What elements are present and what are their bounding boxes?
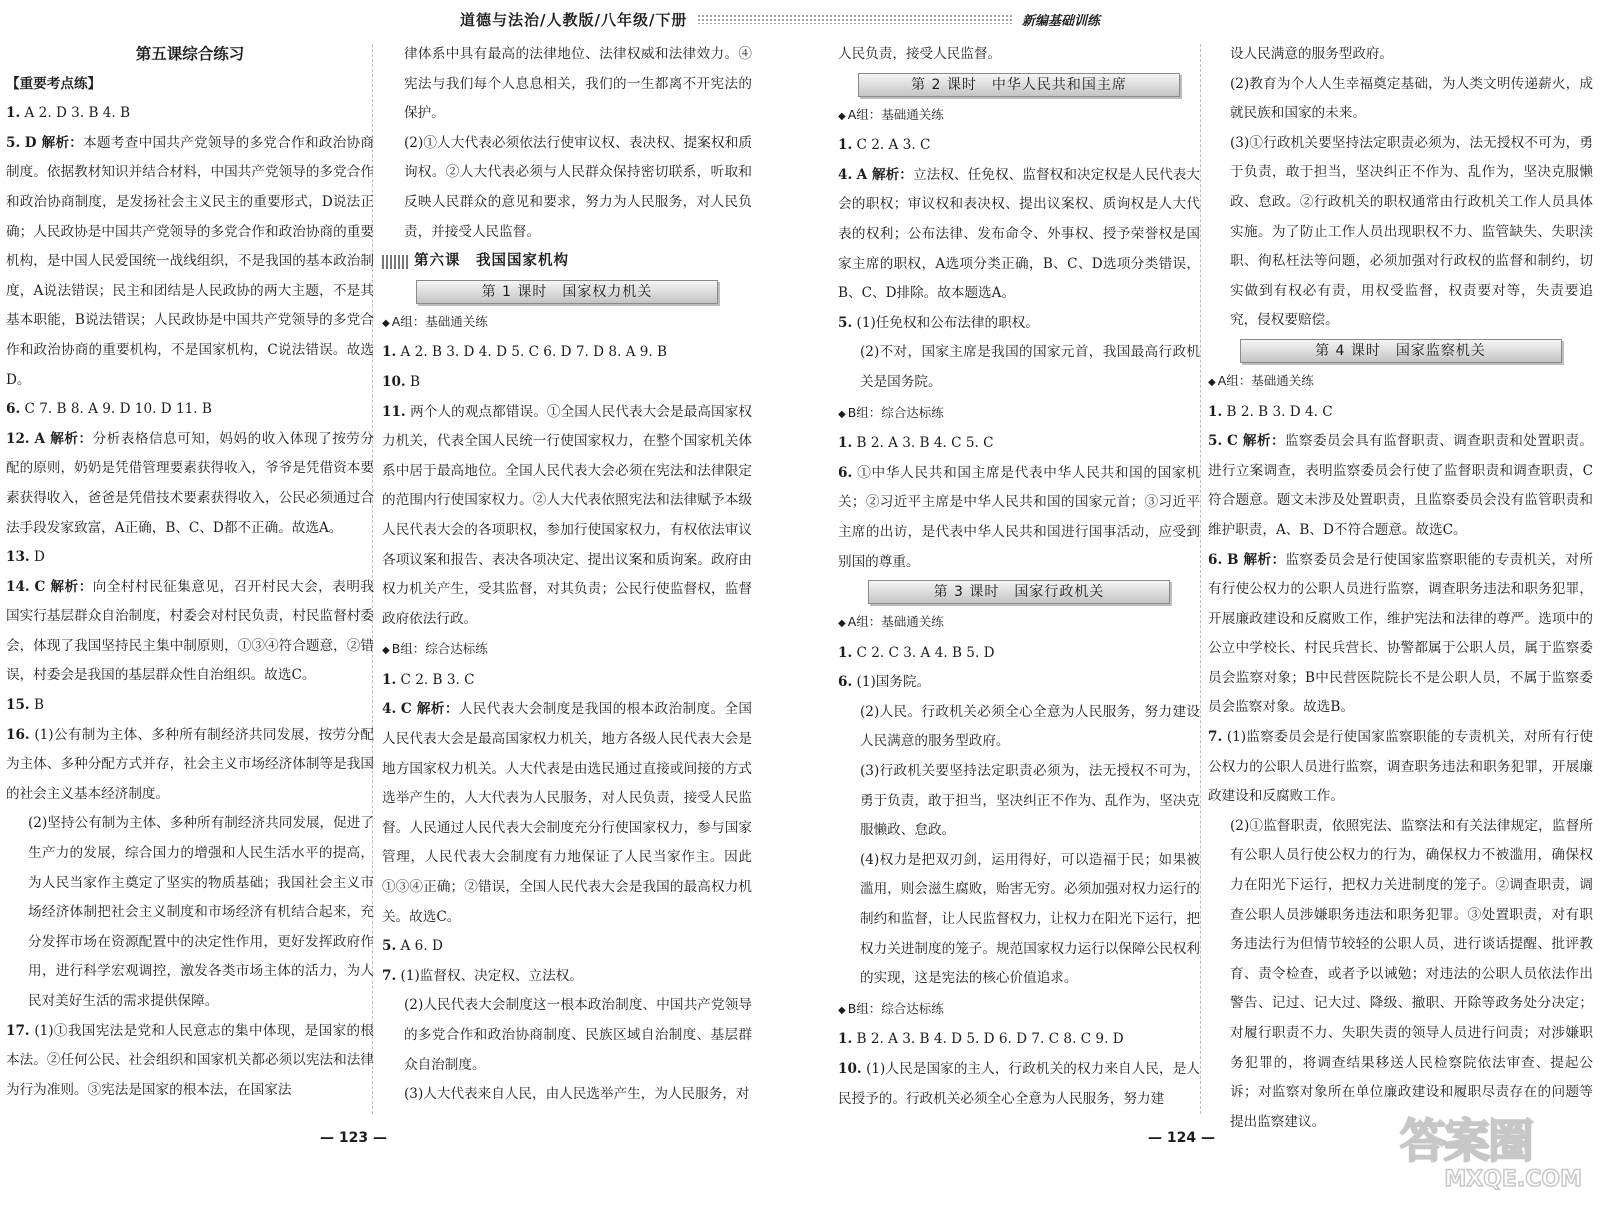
- answer-text: 分析表格信息可知，妈妈的收入体现了按劳分配的原则，奶奶是凭借管理要素获得收入，爷爷是凭借资本要素获得收入，爸爸是凭借技术要素获得收入，公民必须通过合法手段发家致富，A正确，B、C、D都不正确。故选A。: [6, 430, 374, 536]
- lesson-banner: 第 1 课时 国家权力机关: [382, 280, 752, 304]
- answer-text: (2)人民。行政机关必须全心全意为人民服务，努力建设人民满意的服务型政府。: [860, 703, 1200, 750]
- answer-text: B 2. B 3. D 4. C: [1226, 403, 1333, 420]
- group-label: ◆ A组：基础通关练: [838, 614, 944, 630]
- answer-line: [838, 757, 1200, 846]
- answer-line: [6, 395, 374, 425]
- answer-line: [838, 161, 1200, 309]
- chapter-heading: 第六课 我国国家机构: [382, 247, 752, 277]
- diamond-icon: ◆: [838, 408, 846, 420]
- book-brand: 新编基础训练: [1021, 13, 1100, 29]
- answer-line: [6, 573, 374, 691]
- answer-line: [1208, 546, 1593, 724]
- column-2: [382, 40, 752, 1110]
- question-number: 7.: [382, 967, 397, 984]
- question-number: 5.: [1208, 433, 1223, 450]
- question-number: 4.: [838, 166, 853, 183]
- answer-text: 律体系中具有最高的法律地位、法律权威和法律效力。④宪法与我们每个人息息相关，我们的一生都离不开宪法的保护。: [404, 46, 752, 122]
- lesson-banner: 第 2 课时 中华人民共和国主席: [838, 73, 1200, 97]
- question-number: 5.: [382, 938, 397, 955]
- answer-text: 向全村村民征集意见，召开村民大会，表明我国实行基层群众自治制度，村委会对村民负责，村民监督村委会，体现了我国坚持民主集中制原则，①③④符合题意，②错误，村委会是我国的基层群众性自治组织。故选C。: [6, 578, 375, 684]
- group-label: ◆ B组：综合达标练: [382, 641, 488, 657]
- question-number: 1.: [382, 671, 397, 688]
- answer-text: D: [33, 549, 45, 566]
- answer-line: [838, 429, 1200, 459]
- answer-line: [838, 338, 1200, 397]
- answer-text: B: [33, 697, 44, 714]
- lesson-banner: 第 3 课时 国家行政机关: [838, 580, 1200, 604]
- answer-text: A 2. D 3. B 4. B: [24, 105, 131, 122]
- answer-text: (2)①监督职责，依照宪法、监察法和有关法律规定，监督所有公职人员行使公权力的行为，确保权力不被滥用，确保权力在阳光下运行，把权力关进制度的笼子。②调查职责，调查公职人员涉嫌职务违法和职务犯罪。③处置职责，对有职务违法行为但情节较轻的公职人员，进行谈话提醒、批评教育、责令检查，或者予以诫勉；对违法的公职人员依法作出警告、记过、记大过、降级、撤职、开除等政务处分决定；对履行职责不力、失职失责的领导人员进行问责；对涉嫌职务犯罪的，将调查结果移送人民检察院依法审查、提起公诉；对监察对象所在单位廉政建设和履职尽责存在的问题等提出监察建议。: [1230, 817, 1593, 1130]
- question-number: 1.: [838, 1031, 853, 1048]
- answer-label: C 解析：: [1226, 433, 1285, 450]
- diamond-icon: ◆: [382, 645, 390, 657]
- group-label: ◆ A组：基础通关练: [838, 106, 944, 122]
- answer-label: C 解析：: [34, 578, 93, 595]
- answer-text: (2)①人大代表必须依法行使审议权、表决权、提案权和质询权。②人大代表必须与人民群众保持密切联系，听取和反映人民群众的意见和要求，努力为人民服务，对人民负责，并接受人民监督。: [404, 134, 752, 240]
- answer-text: (2)教育为个人人生幸福奠定基础，为人类文明传递薪火，成就民族和国家的未来。: [1230, 75, 1593, 122]
- page-number-left: — 123 —: [320, 1130, 387, 1146]
- answer-label: C 解析：: [400, 701, 459, 718]
- question-number: 15.: [6, 697, 30, 714]
- answer-list: [838, 131, 1200, 397]
- answer-text: (3)行政机关要坚持法定职责必须为，法无授权不可为，勇于负责，敢于担当，坚决纠正不作为、乱作为，坚决克服懒政、怠政。: [860, 763, 1200, 839]
- answer-label: D 解析：: [24, 134, 84, 151]
- answer-line: [1208, 723, 1593, 812]
- answer-label: A 解析：: [34, 430, 93, 447]
- answer-text: C 2. C 3. A 4. B 5. D: [856, 644, 995, 661]
- answer-line: [382, 991, 752, 1080]
- watermark-text: 答案圈: [1400, 1114, 1532, 1168]
- answer-text: A 2. B 3. D 4. D 5. C 6. D 7. D 8. A 9. B: [400, 344, 668, 361]
- answer-text: B 2. A 3. B 4. D 5. D 6. D 7. C 8. C 9. D: [856, 1031, 1124, 1048]
- answer-line: [1208, 812, 1593, 1138]
- page-header: [460, 6, 1100, 32]
- answer-text: (2)坚持公有制为主体、多种所有制经济共同发展，促进了生产力的发展，综合国力的增强和人民生活水平的提高，为人民当家作主奠定了坚实的物质基础；我国社会主义市场经济体制把社会主义制度和市场经济有机结合起来，充分发挥市场在资源配置中的决定性作用，更好发挥政府作用，进行科学宏观调控，激发各类市场主体的活力，为人民对美好生活的需求提供保障。: [28, 815, 374, 1009]
- header-dot-band: [697, 14, 1012, 24]
- question-number: 1.: [838, 644, 853, 661]
- question-number: 11.: [382, 403, 406, 420]
- answer-text: 两个人的观点都错误。①全国人民代表大会是最高国家权力机关，代表全国人民统一行使国家权力，在整个国家机关体系中居于最高地位。全国人民代表大会必须在宪法和法律限定的范围内行使国家权力。②人大代表依照宪法和法律赋予本级人民代表大会的各项职权，参加行使国家权力，有权依法审议各项议案和报告、表决各项决定、提出议案和质询案。政府由权力机关产生，受其监督，对其负责；公民行使监督权，监督政府依法行政。: [382, 403, 753, 627]
- question-number: 4.: [382, 701, 397, 718]
- question-number: 1.: [1208, 403, 1223, 420]
- question-number: 12.: [6, 430, 30, 447]
- answer-text: 设人民满意的服务型政府。: [1230, 46, 1394, 62]
- question-number: 17.: [6, 1022, 30, 1039]
- question-number: 1.: [6, 105, 21, 122]
- answer-line: [6, 543, 374, 573]
- answer-line: [838, 131, 1200, 161]
- diamond-icon: ◆: [382, 317, 390, 329]
- answer-line: [838, 846, 1200, 994]
- diamond-icon: ◆: [838, 110, 846, 122]
- question-number: 13.: [6, 549, 30, 566]
- answer-text: (1)任免权和公布法律的职权。: [856, 314, 1039, 331]
- answer-text: 人民代表大会制度是我国的根本政治制度。全国人民代表大会是最高国家权力机关，地方各级人民代表大会是地方国家权力机关。人大代表是由选民通过直接或间接的方式选举产生的，人大代表为人民服务，对人民负责，接受人民监督。人民通过人民代表大会制度充分行使国家权力，参与国家管理，人民代表大会制度有力地保证了人民当家作主。因此①③④正确；②错误，全国人民代表大会是我国的最高权力机关。故选C。: [382, 701, 753, 925]
- answer-line: [6, 1017, 374, 1106]
- question-number: 6.: [6, 401, 21, 418]
- answer-text: C 2. A 3. C: [856, 137, 931, 154]
- question-number: 1.: [838, 435, 853, 452]
- answer-list: [382, 338, 752, 634]
- question-number: 6.: [838, 674, 853, 691]
- answer-text: C 7. B 8. A 9. D 10. D 11. B: [24, 401, 212, 418]
- answer-text: ①中华人民共和国主席是代表中华人民共和国的国家机关；②习近平主席是中华人民共和国的国家元首；③习近平主席的出访，是代表中华人民共和国进行国事活动，应受到别国的尊重。: [838, 464, 1200, 570]
- answer-line: [838, 698, 1200, 757]
- question-number: 1.: [382, 344, 397, 361]
- answer-line: [6, 691, 374, 721]
- answer-label: A 解析：: [856, 166, 913, 183]
- group-label: ◆ A组：基础通关练: [382, 313, 488, 329]
- section-title: 第五课综合练习: [135, 45, 245, 63]
- answer-line: [838, 668, 1200, 698]
- answer-text: (1)监察委员会是行使国家监察职能的专责机关，对所有行使公权力的公职人员进行监察，调查职务违法和职务犯罪，开展廉政建设和反腐败工作。: [1208, 729, 1593, 805]
- answer-text: 监察委员会具有监督职责、调查职责和处置职责。进行立案调查，表明监察委员会行使了监督职责和调查职责，C符合题意。题文未涉及处置职责，且监察委员会没有监管职责和维护职责，A、B、D不符合题意。故选C。: [1208, 433, 1593, 538]
- answer-line: [838, 309, 1200, 339]
- answer-line: [6, 129, 374, 395]
- column-1: [6, 40, 374, 1105]
- group-label: ◆ B组：综合达标练: [838, 404, 944, 420]
- answer-text: (2)人民代表大会制度这一根本政治制度、中国共产党领导的多党合作和政治协商制度、民族区域自治制度、基层群众自治制度。: [404, 997, 752, 1073]
- answer-text: 立法权、任免权、监督权和决定权是人民代表大会的职权；审议权和表决权、提出议案权、质询权是人大代表的权利；公布法律、发布命令、外事权、授予荣誉权是国家主席的职权，A选项分类正确，B、C、D选项分类错误，B、C、D排除。故本题选A。: [838, 166, 1201, 302]
- answer-text: (1)①我国宪法是党和人民意志的集中体现，是国家的根本法。②任何公民、社会组织和国家机关都必须以宪法和法律为行为准则。③宪法是国家的根本法，在国家法: [6, 1022, 374, 1098]
- group-label: ◆ B组：综合达标练: [838, 1000, 944, 1016]
- diamond-icon: ◆: [838, 1004, 846, 1016]
- answer-line: [838, 1025, 1200, 1055]
- question-number: 14.: [6, 578, 30, 595]
- question-number: 5.: [838, 314, 853, 331]
- answer-text: 监察委员会是行使国家监察职能的专责机关，对所有行使公权力的公职人员进行监察，调查职务违法和职务犯罪，开展廉政建设和反腐败工作，维护宪法和法律的尊严。选项中的公立中学校长、村民兵营长、协警都属于公职人员，属于监察委员会监察对象；B中民营医院院长不是公职人员，不属于监察委员会监察对象。故选B。: [1208, 551, 1594, 716]
- section-heading: 【重要考点练】: [6, 75, 102, 92]
- answer-text: (1)国务院。: [856, 674, 931, 691]
- answer-text: (1)监督权、决定权、立法权。: [400, 967, 583, 984]
- lesson-banner: 第 4 课时 国家监察机关: [1208, 339, 1593, 363]
- answer-text: 本题考查中国共产党领导的多党合作和政治协商制度。依据教材知识并结合材料，中国共产党领导的多党合作和政治协商制度，是发扬社会主义民主的重要形式，D说法正确；人民政协是中国共产党领导的多党合作和政治协商的重要机构，是中国人民爱国统一战线组织，不是我国的基本政治制度，A说法错误；民主和团结是人民政协的两大主题，不是其基本职能，B说法错误；人民政协是中国共产党领导的多党合作和政治协商的重要机构，不是国家机构，C说法错误。故选D。: [6, 134, 374, 388]
- answer-line: [382, 932, 752, 962]
- answer-list: [838, 429, 1200, 577]
- question-number: 5.: [6, 134, 21, 151]
- answer-text: (1)公有制为主体、多种所有制经济共同发展，按劳分配为主体、多种分配方式并存，社会主义市场经济体制等是我国的社会主义基本经济制度。: [6, 726, 374, 802]
- answer-text: A 6. D: [400, 938, 443, 955]
- answer-line: [6, 425, 374, 543]
- answer-line: [382, 129, 752, 247]
- question-number: 10.: [838, 1061, 862, 1077]
- book-series-title: 道德与法治/人教版/八年级/下册: [460, 10, 688, 29]
- diamond-icon: ◆: [838, 618, 846, 630]
- answer-label: B 解析：: [1226, 551, 1286, 568]
- answer-list: [382, 40, 752, 247]
- answer-line: [1208, 398, 1593, 428]
- question-number: 6.: [1208, 551, 1223, 568]
- answer-line: [1208, 427, 1593, 545]
- answer-line: [382, 368, 752, 398]
- page-number-right: — 124 —: [1148, 1130, 1215, 1146]
- answer-line: [838, 459, 1200, 577]
- column-4: [1208, 40, 1593, 1137]
- answer-line: [838, 639, 1200, 669]
- group-label: ◆ A组：基础通关练: [1208, 372, 1314, 388]
- answer-list: [1208, 40, 1593, 336]
- answer-line: [1208, 40, 1593, 70]
- answer-line: [382, 1080, 752, 1110]
- diamond-icon: ◆: [1208, 376, 1216, 388]
- chapter-bars-icon: [382, 255, 408, 269]
- question-number: 10.: [382, 373, 406, 390]
- question-number: 1.: [838, 137, 853, 154]
- watermark-domain: MXQE.COM: [1444, 1167, 1582, 1192]
- answer-text: B: [409, 373, 420, 390]
- answer-list: [1208, 398, 1593, 1138]
- answer-line: [6, 721, 374, 810]
- answer-line: [6, 99, 374, 129]
- answer-line: [382, 962, 752, 992]
- answer-line: [382, 40, 752, 129]
- answer-text: (3)①行政机关要坚持法定职责必须为，法无授权不可为，勇于负责，敢于担当，坚决纠正不作为、乱作为，坚决克服懒政、怠政。②行政机关的职权通常由行政机关工作人员具体实施。为了防止工作人员出现职权不力、监管缺失、失职渎职、徇私枉法等问题，必须加强对行政权的监督和制约，切实做到有权必有责，用权受监督，权责要对等，失责要追究，侵权要赔偿。: [1230, 134, 1593, 329]
- answer-text: (2)不对，国家主席是我国的国家元首，我国最高行政机关是国务院。: [860, 344, 1200, 390]
- column-3: [838, 40, 1200, 1114]
- answer-list: [382, 666, 752, 1110]
- watermark-logo: [1400, 1105, 1590, 1201]
- answer-text: (4)权力是把双刃剑，运用得好，可以造福于民；如果被滥用，则会滋生腐败，贻害无穷。必须加强对权力运行的制约和监督，让人民监督权力，让权力在阳光下运行，把权力关进制度的笼子。规范国家权力运行以保障公民权利的实现，这是宪法的核心价值追求。: [860, 851, 1200, 987]
- answer-list: [6, 99, 374, 1105]
- answer-line: [1208, 129, 1593, 336]
- answer-line: [382, 338, 752, 368]
- answer-text: (3)人大代表来自人民，由人民选举产生，为人民服务，对: [404, 1086, 750, 1103]
- answer-list: [838, 639, 1200, 994]
- answer-line: [838, 1055, 1200, 1114]
- answer-text: (1)人民是国家的主人，行政机关的权力来自人民，是人民授予的。行政机关必须全心全意为人民服务，努力建: [838, 1061, 1200, 1107]
- column-divider-right: [1200, 44, 1202, 1114]
- answer-text: C 2. B 3. C: [400, 671, 475, 688]
- answer-line: [6, 809, 374, 1016]
- answer-line: [1208, 70, 1593, 129]
- question-number: 7.: [1208, 729, 1223, 746]
- answer-line: [382, 695, 752, 932]
- answer-line: 人民负责，接受人民监督。: [838, 46, 1002, 62]
- question-number: 6.: [838, 464, 853, 481]
- answer-line: [382, 398, 752, 635]
- question-number: 16.: [6, 726, 30, 743]
- answer-text: B 2. A 3. B 4. C 5. C: [856, 435, 994, 452]
- answer-list: [838, 1025, 1200, 1114]
- answer-line: [382, 666, 752, 696]
